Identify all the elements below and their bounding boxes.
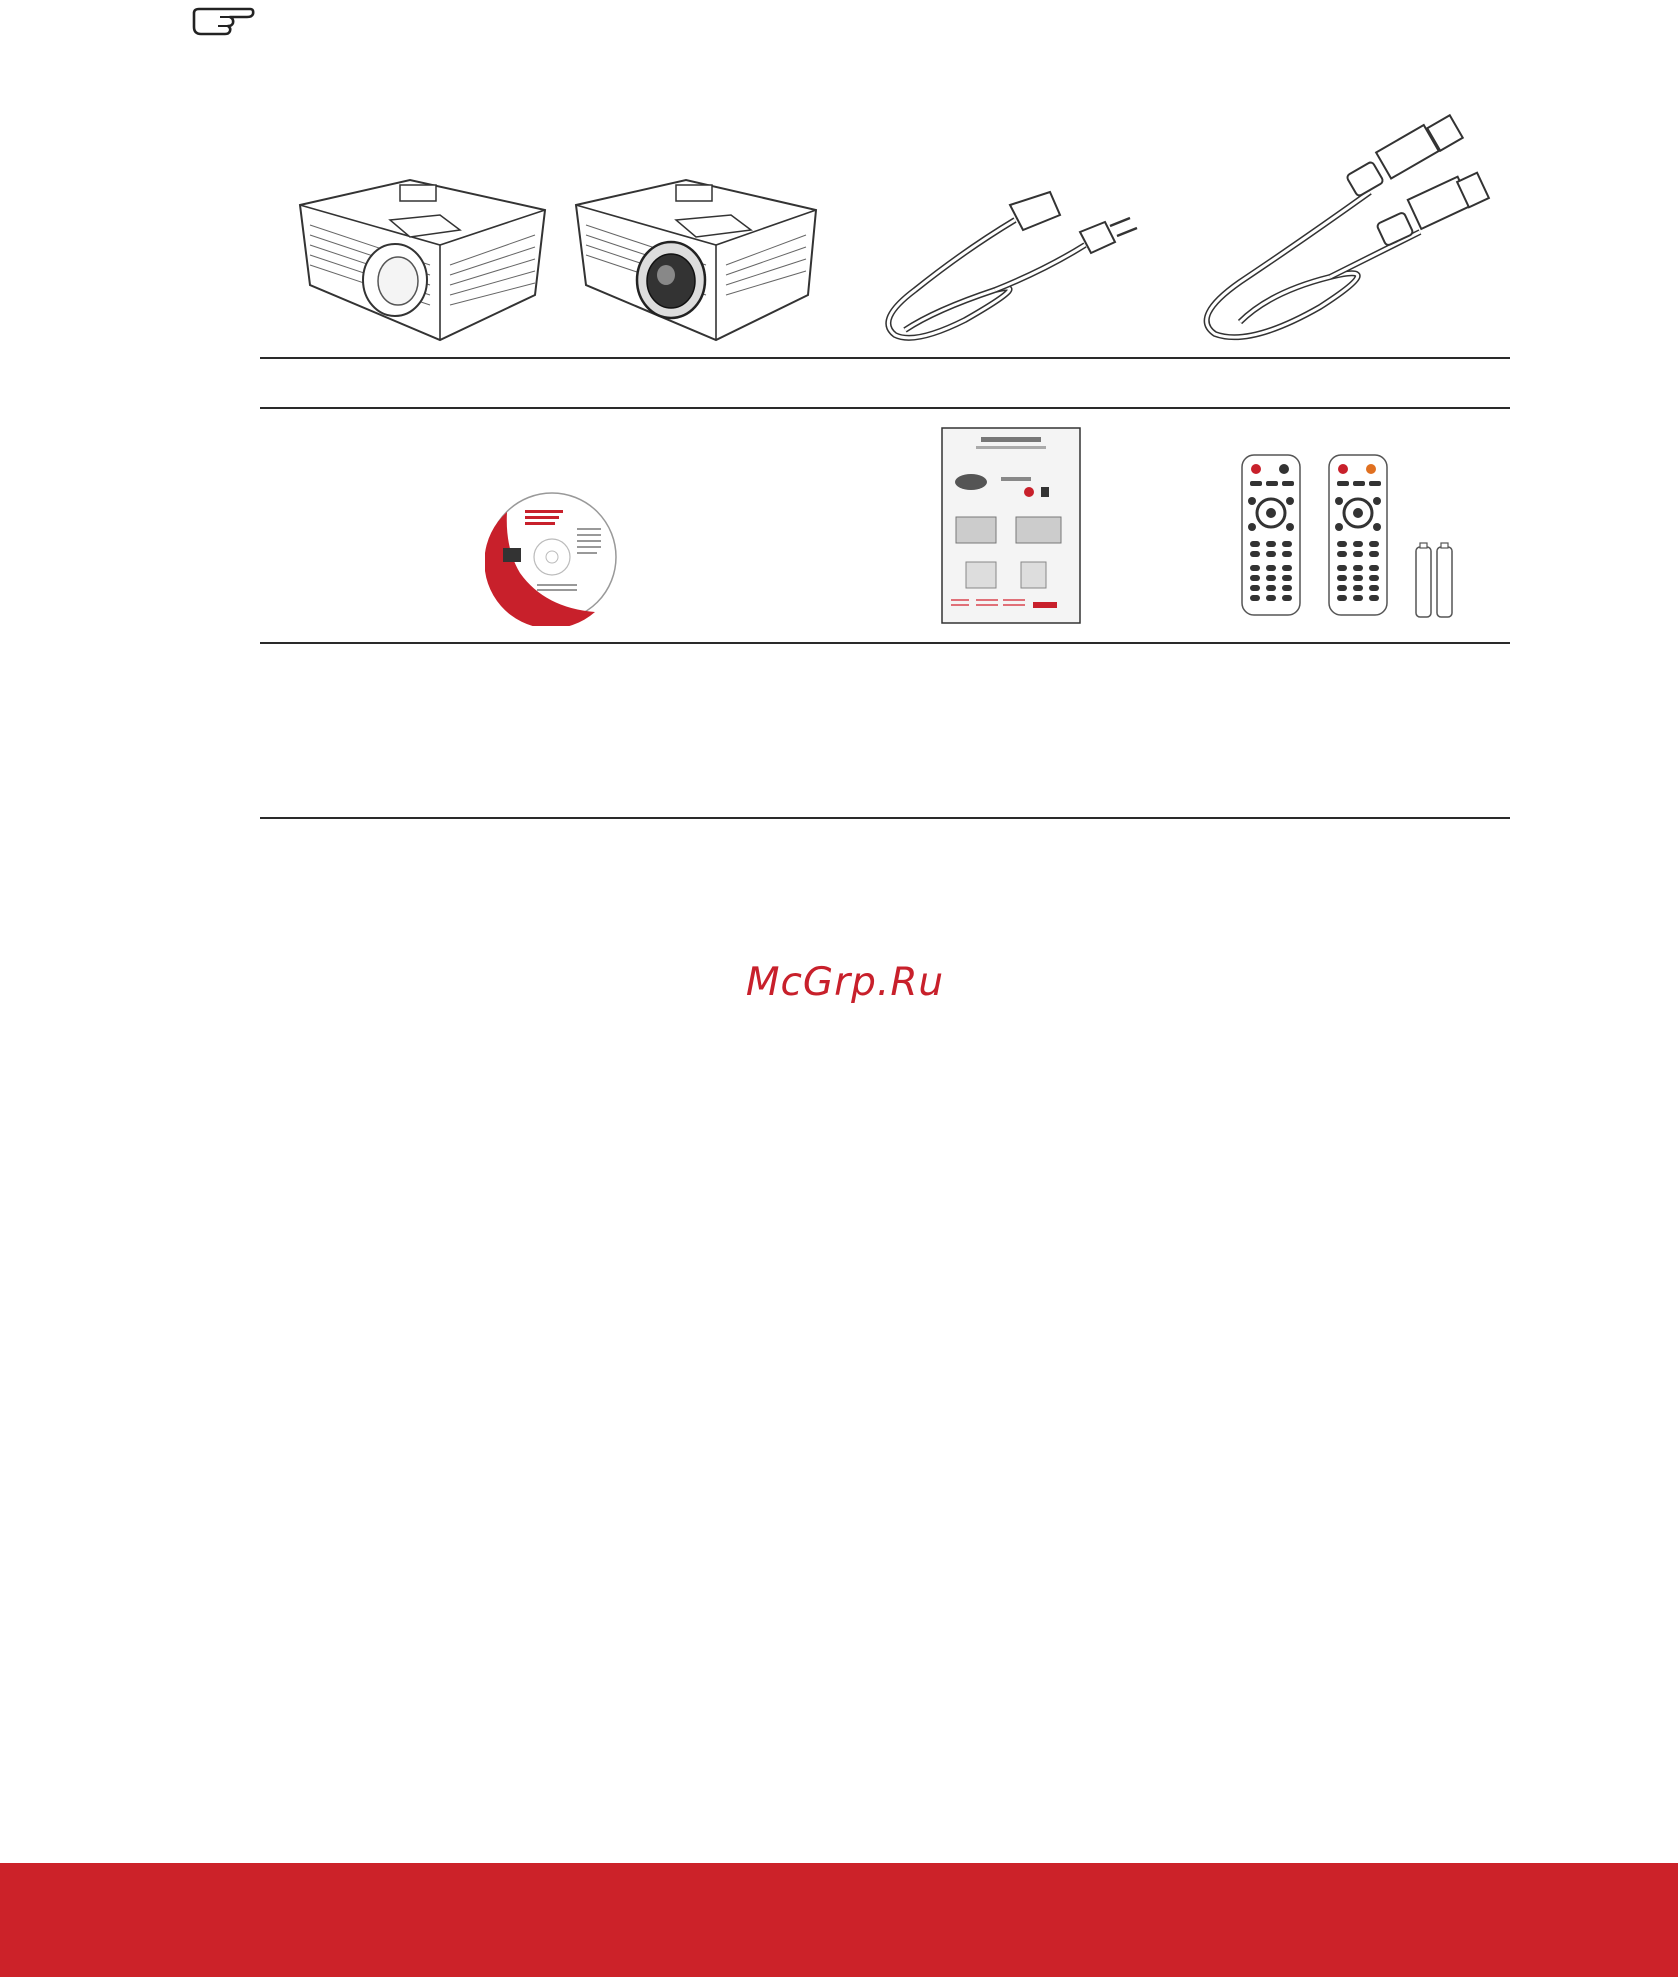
watermark-text: McGrp.Ru bbox=[745, 960, 945, 1005]
battery-icon bbox=[1412, 542, 1456, 620]
power-cord-icon bbox=[855, 180, 1155, 345]
footer-band bbox=[0, 1863, 1678, 1977]
pointing-hand-icon bbox=[190, 5, 256, 39]
table-rule-3 bbox=[260, 642, 1510, 644]
quick-start-guide-icon bbox=[941, 427, 1081, 624]
table-rule-4 bbox=[260, 817, 1510, 819]
table-rule-1 bbox=[260, 357, 1510, 359]
vga-cable-icon bbox=[1180, 112, 1500, 347]
projector-lens-icon bbox=[566, 175, 828, 345]
remote-control-icon bbox=[1240, 453, 1302, 618]
cd-disc-icon bbox=[485, 488, 620, 626]
remote-control-icon bbox=[1327, 453, 1389, 618]
table-rule-2 bbox=[260, 407, 1510, 409]
projector-front-icon bbox=[290, 175, 555, 345]
